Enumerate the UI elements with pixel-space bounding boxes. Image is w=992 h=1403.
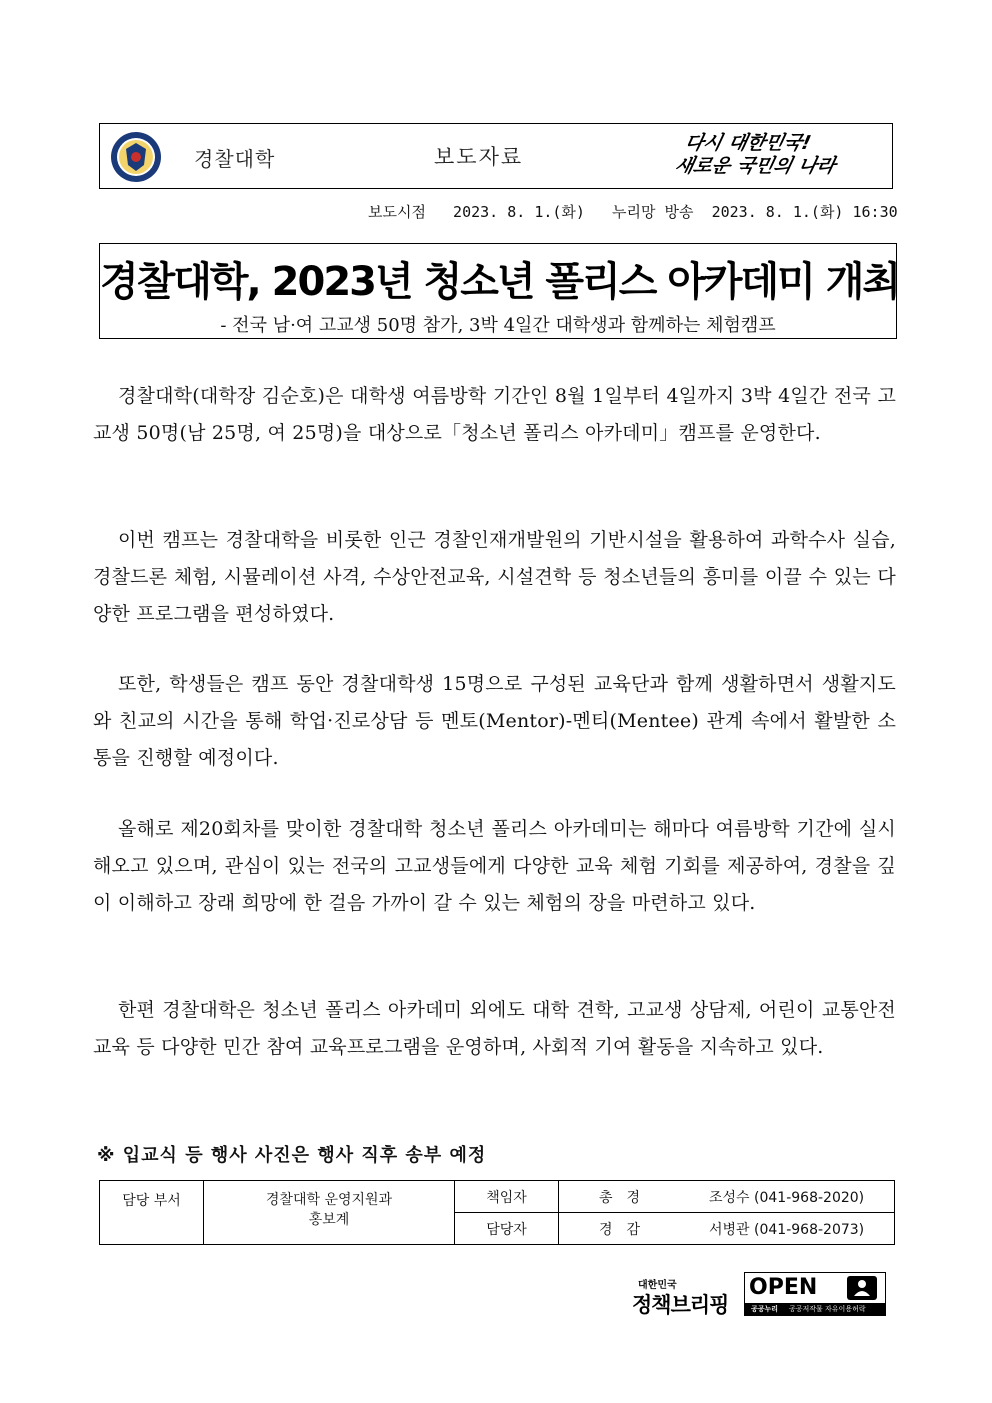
doc-type: 보도자료 [434,145,524,169]
rank: 경감 [599,1221,655,1238]
slogan-line2: 새로운 국민의 나라 [672,155,838,177]
contact-person [559,1181,895,1213]
org-name: 경찰대학 [194,147,276,171]
dept-name-line1: 경찰대학 운영지원과 [265,1192,393,1208]
title-box [99,243,900,339]
open-text: OPEN [749,1275,818,1300]
briefing-big-text: 정책브리핑 [632,1293,729,1317]
contact-table [99,1180,895,1245]
policy-briefing-logo [632,1276,736,1320]
body-paragraph-1: 경찰대학(대학장 김순호)은 대학생 여름방학 기간인 8월 1일부터 4일까지 3박 4일간 전국 고교생 50명(남 25명, 여 25명)을 대상으로「청소년 폴리스 아카데미」캠프를 운영한다. [93,385,896,444]
person-name-phone: 조성수 (041-968-2020) [709,1189,865,1206]
slogan-line1: 다시 대한민국! [682,132,813,154]
header-box [99,123,893,189]
open-bar-desc: 공공저작물 자유이용허락 [789,1305,866,1313]
dept-name [204,1181,455,1245]
rank: 총경 [599,1189,655,1206]
role-label: 책임자 [455,1181,559,1213]
police-emblem-icon [110,131,162,183]
body-paragraph-5: 한편 경찰대학은 청소년 폴리스 아카데미 외에도 대학 견학, 고교생 상담제, 어린이 교통안전교육 등 다양한 민간 참여 교육프로그램을 운영하며, 사회적 기여 활동을 지속하고 있다. [93,999,896,1058]
briefing-small-text: 대한민국 [638,1280,677,1291]
page-title: 경찰대학, 2023년 청소년 폴리스 아카데미 개최 [100,259,900,305]
role-label: 담당자 [455,1213,559,1245]
open-bar-label: 공공누리 [751,1305,779,1313]
release-time: 보도시점 2023. 8. 1.(화) 누리망 방송 2023. 8. 1.(화) 16:30 [368,203,898,221]
open-bar [745,1303,885,1315]
body-paragraph-3: 또한, 학생들은 캠프 동안 경찰대학생 15명으로 구성된 교육단과 함께 생활하면서 생활지도와 친교의 시간을 통해 학업·진로상담 등 멘토(Mentor)-멘티(Mentee) 관계 속에서 활발한 소통을 진행할 예정이다. [93,673,896,769]
slogan-logo [672,128,875,184]
photo-note: ※ 입교식 등 행사 사진은 행사 직후 송부 예정 [97,1145,487,1166]
kogl-open-logo [744,1272,886,1316]
person-name-phone: 서병관 (041-968-2073) [709,1221,865,1238]
body-paragraph-2: 이번 캠프는 경찰대학을 비롯한 인근 경찰인재개발원의 기반시설을 활용하여 과학수사 실습, 경찰드론 체험, 시뮬레이션 사격, 수상안전교육, 시설견학 등 청소년들의 흥미를 이끌 수 있는 다양한 프로그램을 편성하였다. [93,529,896,625]
body-paragraph-4: 올해로 제20회차를 맞이한 경찰대학 청소년 폴리스 아카데미는 해마다 여름방학 기간에 실시해오고 있으며, 관심이 있는 전국의 고교생들에게 다양한 교육 체험 기회를 제공하여, 경찰을 깊이 이해하고 장래 희망에 한 걸음 가까이 갈 수 있는 체험의 장을 마련하고 있다. [93,818,896,914]
page-subtitle: - 전국 남·여 고교생 50명 참가, 3박 4일간 대학생과 함께하는 체험캠프 [220,315,776,336]
contact-person [559,1213,895,1245]
dept-label: 담당 부서 [100,1181,204,1245]
attribution-person-icon [845,1276,879,1300]
dept-name-line2: 홍보계 [308,1212,350,1228]
